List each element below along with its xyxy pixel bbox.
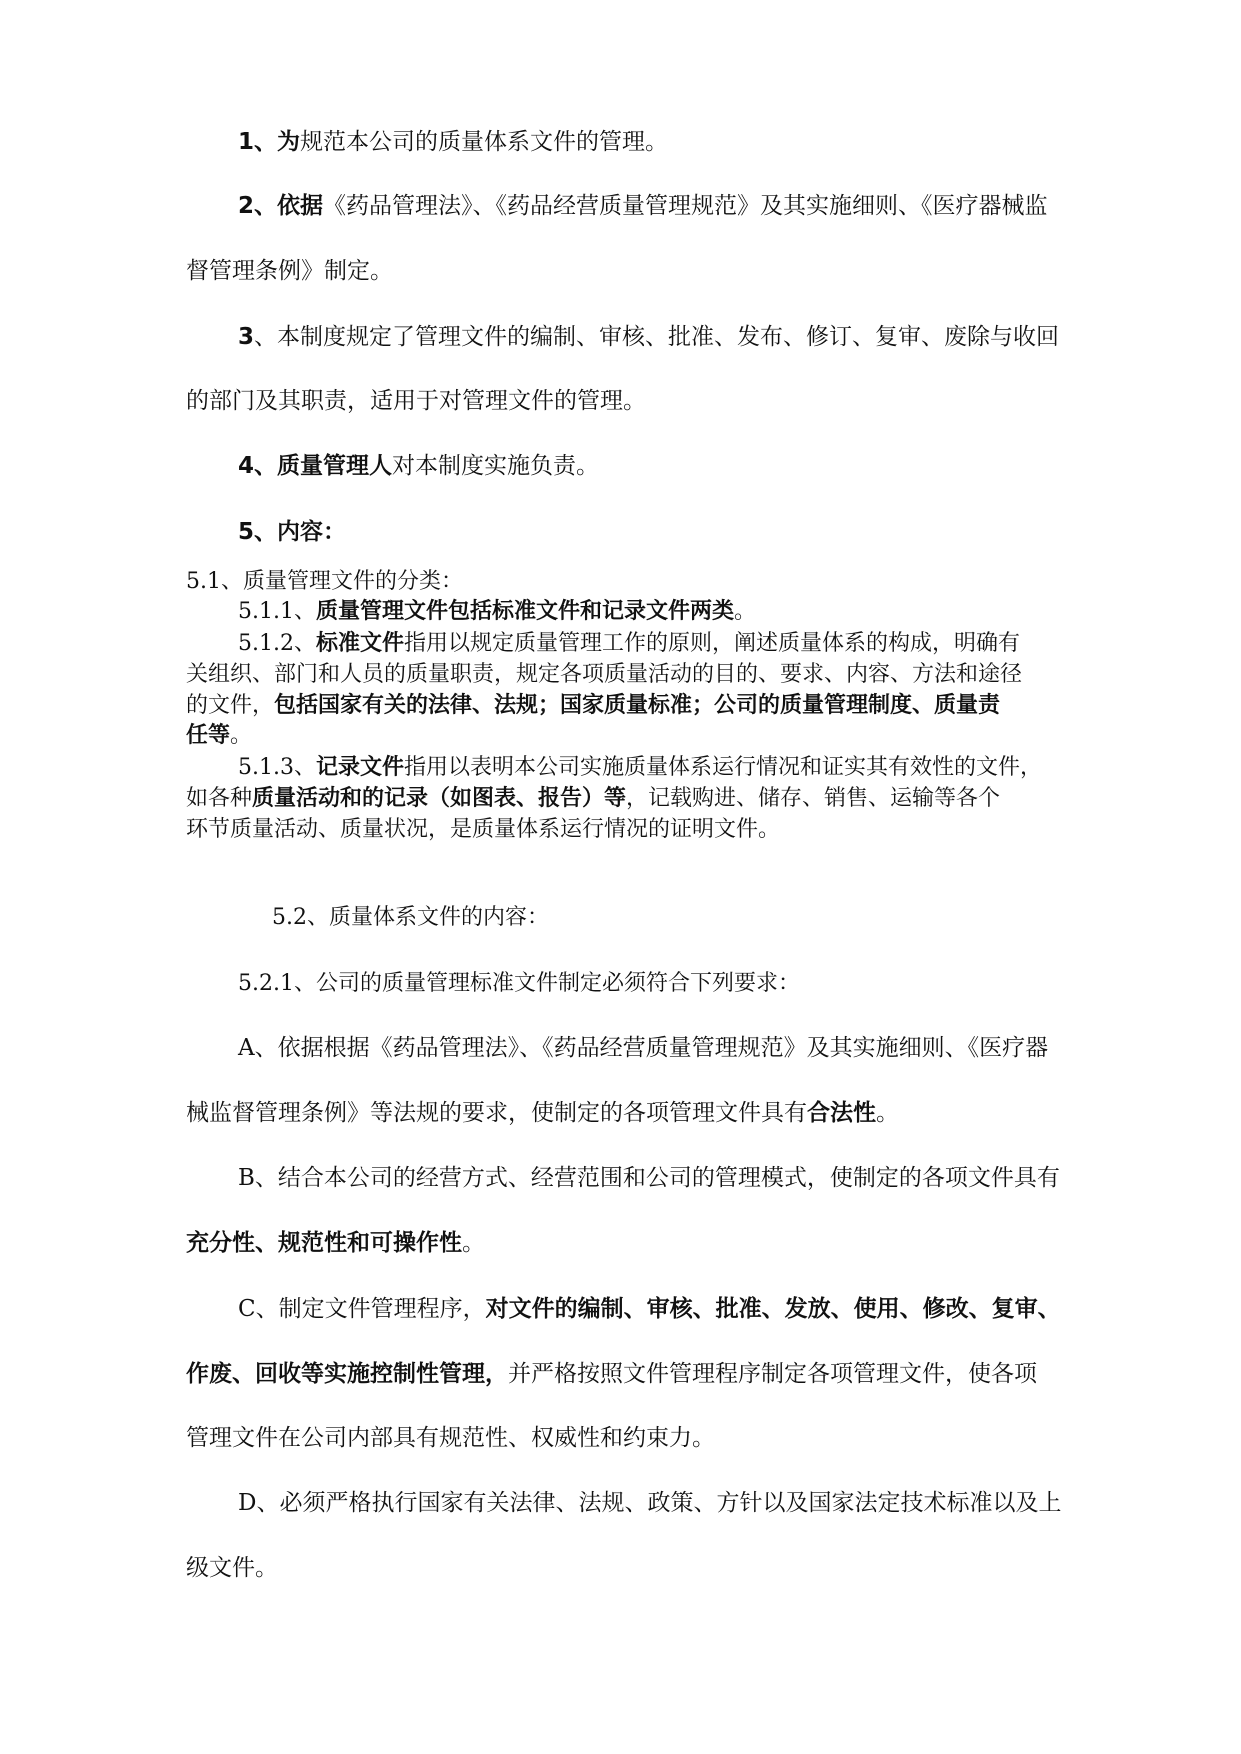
- section-5-2-text: 5.2、质量体系文件的内容：: [272, 905, 549, 930]
- section-5-1-3-bold-2b: 质量活动和的记录（如图表、报告）等: [252, 786, 627, 811]
- paragraph-1-number: 1、为: [238, 129, 301, 155]
- item-a-text-1: A、依据根据《药品管理法》、《药品经营质量管理规范》及其实施细则、《医疗器: [238, 1035, 1049, 1061]
- paragraph-1-text: 规范本公司的质量体系文件的管理。: [300, 129, 669, 155]
- section-5-2-1-heading: [238, 969, 800, 999]
- item-d-line-2: [186, 1553, 278, 1583]
- section-5-1-2-term: 标准文件: [315, 631, 404, 656]
- item-d-text-1: D、必须严格执行国家有关法律、法规、政策、方针以及国家法定技术标准以及上: [238, 1490, 1062, 1516]
- section-5-1-3-term: 记录文件: [315, 755, 404, 780]
- item-c-text-2b: 并严格按照文件管理程序制定各项管理文件，使各项: [508, 1361, 1037, 1387]
- section-5-1-3-line-3: [186, 815, 780, 845]
- paragraph-1: [238, 127, 668, 157]
- paragraph-5-number: 5、内容：: [238, 519, 347, 545]
- section-5-1-2-line-3: [186, 691, 1000, 721]
- section-5-1-2-text-2: 关组织、部门和人员的质量职责，规定各项质量活动的目的、要求、内容、方法和途径: [186, 662, 1023, 687]
- section-5-1-1-end: 。: [734, 599, 757, 624]
- item-b-line-2: [186, 1228, 485, 1258]
- paragraph-3-line-2: [186, 386, 646, 416]
- section-5-1-2-line-4: [186, 721, 252, 751]
- section-5-1-3-text-3: 环节质量活动、质量状况，是质量体系运行情况的证明文件。: [186, 817, 781, 842]
- section-5-1-3-text-2a: 如各种: [186, 786, 253, 811]
- section-5-1-1-bold: 质量管理文件包括标准文件和记录文件两类: [315, 599, 734, 624]
- paragraph-5-heading: [238, 517, 346, 547]
- section-5-1-2-bold-3b: 包括国家有关的法律、法规；国家质量标准；公司的质量管理制度、质量责: [274, 693, 1001, 718]
- paragraph-4: [238, 451, 599, 481]
- item-c-text-3: 管理文件在公司内部具有规范性、权威性和约束力。: [186, 1425, 715, 1451]
- paragraph-2-text-2: 督管理条例》制定。: [186, 258, 393, 284]
- section-5-1-2-text-1: 指用以规定质量管理工作的原则，阐述质量体系的构成，明确有: [404, 631, 1021, 656]
- item-d-text-2: 级文件。: [186, 1555, 278, 1581]
- section-5-1-2-number: 5.1.2、: [238, 631, 316, 656]
- paragraph-3-text-2: 的部门及其职责，适用于对管理文件的管理。: [186, 388, 646, 414]
- paragraph-3-number: 3: [238, 324, 255, 350]
- section-5-1-2-text-3a: 的文件，: [186, 693, 275, 718]
- item-a-bold-legality: 合法性: [807, 1100, 876, 1126]
- section-5-1-3-number: 5.1.3、: [238, 755, 316, 780]
- item-d-line-1: [238, 1488, 1061, 1518]
- section-5-1-3-line-1: [238, 753, 1042, 783]
- item-c-text-1a: C、制定文件管理程序，: [238, 1296, 486, 1322]
- section-5-1-2-bold-4a: 任等: [186, 723, 231, 748]
- item-a-text-2a: 械监督管理条例》等法规的要求，使制定的各项管理文件具有: [186, 1100, 807, 1126]
- section-5-1-3-text-1: 指用以表明本公司实施质量体系运行情况和证实其有效性的文件，: [404, 755, 1043, 780]
- section-5-1-3-text-2c: ，记载购进、储存、销售、运输等各个: [626, 786, 1001, 811]
- item-c-bold-2a: 作废、回收等实施控制性管理，: [186, 1361, 508, 1387]
- paragraph-3-line-1: [238, 322, 1059, 352]
- paragraph-4-number: 4、质量管理人: [238, 453, 393, 479]
- section-5-1-2-line-2: [186, 660, 1022, 690]
- section-5-1-2-line-1: [238, 629, 1020, 659]
- item-c-line-2: [186, 1359, 1037, 1389]
- section-5-2-1-text: 5.2.1、公司的质量管理标准文件制定必须符合下列要求：: [238, 971, 800, 996]
- section-5-1-3-line-2: [186, 784, 1000, 814]
- item-c-line-3: [186, 1423, 715, 1453]
- item-c-line-1: [238, 1294, 1061, 1324]
- item-c-bold-1b: 对文件的编制、审核、批准、发放、使用、修改、复审、: [485, 1296, 1061, 1322]
- paragraph-2-line-2: [186, 256, 393, 286]
- item-a-text-2c: 。: [876, 1100, 899, 1126]
- section-5-1-2-text-4b: 。: [230, 723, 253, 748]
- item-b-line-1: [238, 1163, 1060, 1193]
- section-5-1-heading: [186, 567, 463, 597]
- paragraph-2-number: 2、依据: [238, 193, 324, 219]
- paragraph-4-text: 对本制度实施负责。: [392, 453, 600, 479]
- section-5-1-text: 5.1、质量管理文件的分类：: [186, 569, 463, 594]
- item-b-text-1: B、结合本公司的经营方式、经营范围和公司的管理模式，使制定的各项文件具有: [238, 1165, 1060, 1191]
- section-5-2-heading: [272, 903, 549, 933]
- item-b-text-2b: 。: [462, 1230, 485, 1256]
- item-b-bold: 充分性、规范性和可操作性: [186, 1230, 462, 1256]
- item-a-line-1: [238, 1033, 1048, 1063]
- item-a-line-2: [186, 1098, 899, 1128]
- paragraph-3-text-1: 、本制度规定了管理文件的编制、审核、批准、发布、修订、复审、废除与收回: [254, 324, 1060, 350]
- paragraph-2-line-1: [238, 191, 1048, 221]
- paragraph-2-text-1: 《药品管理法》、《药品经营质量管理规范》及其实施细则、《医疗器械监: [323, 193, 1048, 219]
- section-5-1-1: [238, 597, 756, 627]
- section-5-1-1-number: 5.1.1、: [238, 599, 316, 624]
